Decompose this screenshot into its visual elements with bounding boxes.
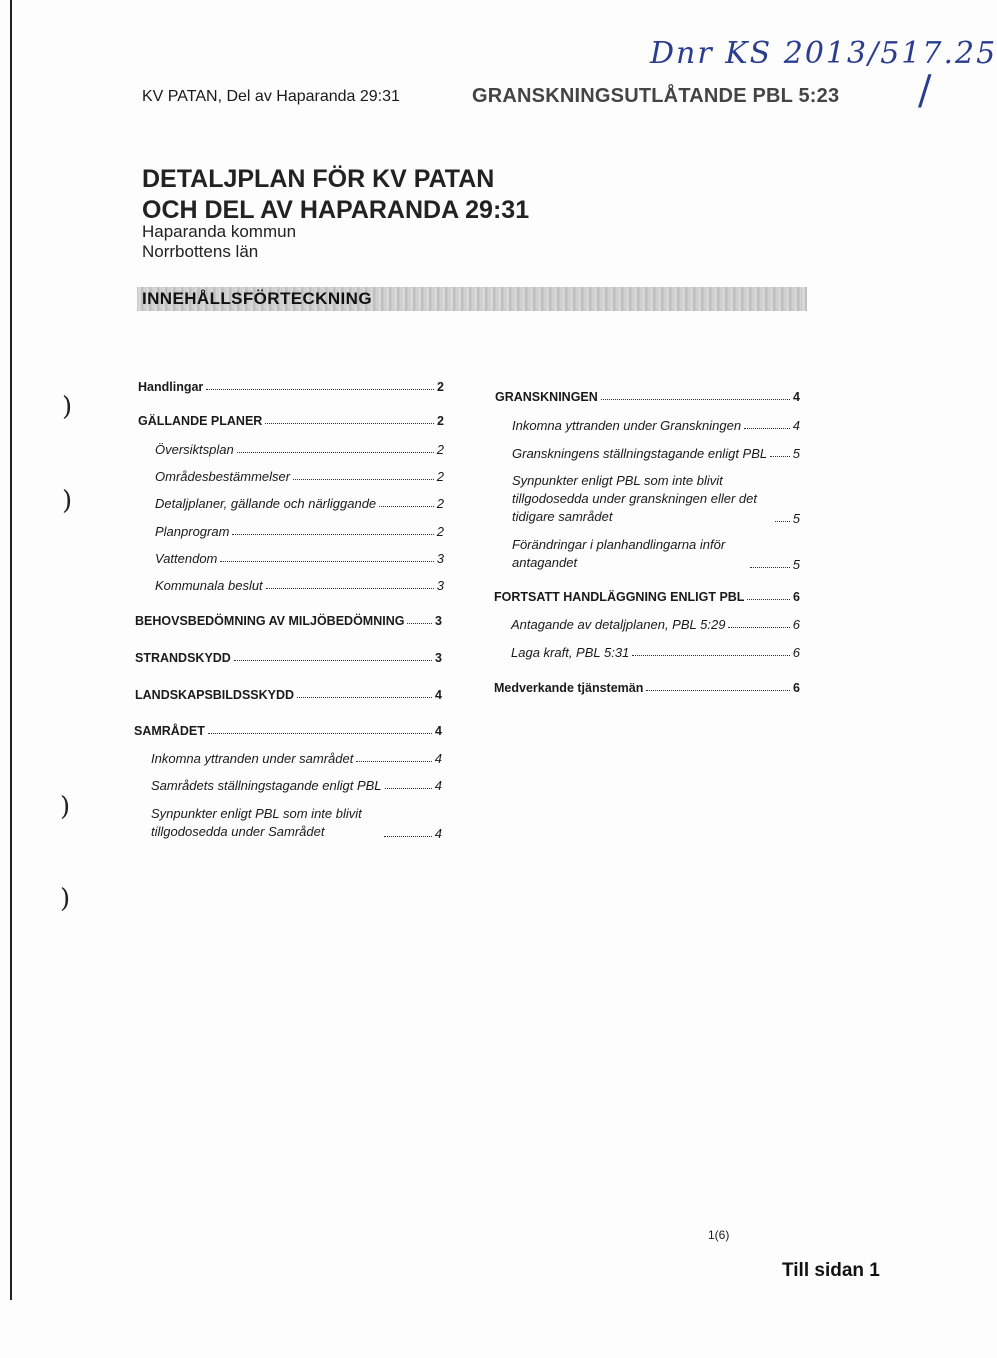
toc-entry[interactable]: Inkomna yttranden under samrådet 4 — [151, 751, 442, 766]
toc-entry[interactable]: Synpunkter enligt PBL som inte blivit tillgodosedda under Samrådet 4 — [151, 806, 442, 841]
toc-entry[interactable]: Översiktsplan 2 — [155, 442, 444, 457]
toc-entry[interactable]: Synpunkter enligt PBL som inte blivit tillgodosedda under granskningen eller det tidigare samrådet 5 — [512, 473, 800, 526]
toc-entry[interactable]: Detaljplaner, gällande och närliggande 2 — [155, 496, 444, 511]
toc-entry[interactable]: GRANSKNINGEN 4 — [495, 390, 800, 404]
toc-entry[interactable]: GÄLLANDE PLANER 2 — [138, 414, 444, 428]
margin-mark: ) — [60, 792, 71, 822]
header-project-name: KV PATAN, Del av Haparanda 29:31 — [142, 88, 400, 105]
county-name: Norrbottens län — [142, 242, 259, 261]
toc-entry[interactable]: Kommunala beslut 3 — [155, 578, 444, 593]
toc-entry[interactable]: Områdesbestämmelser 2 — [155, 469, 444, 484]
municipality-name: Haparanda kommun — [142, 222, 297, 241]
toc-entry[interactable]: SAMRÅDET 4 — [134, 724, 442, 738]
toc-entry[interactable]: Samrådets ställningstagande enligt PBL 4 — [151, 778, 442, 793]
toc-entry[interactable]: Antagande av detaljplanen, PBL 5:29 6 — [511, 617, 800, 632]
toc-heading: INNEHÅLLSFÖRTECKNING — [142, 289, 372, 308]
toc-entry[interactable]: STRANDSKYDD 3 — [135, 651, 442, 665]
toc-entry[interactable]: Vattendom 3 — [155, 551, 444, 566]
handwritten-slash-mark: / — [918, 68, 932, 114]
document-title — [142, 164, 529, 226]
document-title-line-2: OCH DEL AV HAPARANDA 29:31 — [142, 196, 530, 224]
handwritten-registration-number: Dnr KS 2013/517.25 — [650, 36, 997, 71]
margin-mark: ) — [62, 486, 73, 516]
toc-entry[interactable]: BEHOVSBEDÖMNING AV MILJÖBEDÖMNING 3 — [135, 614, 442, 628]
toc-entry[interactable]: FORTSATT HANDLÄGGNING ENLIGT PBL 6 — [494, 590, 800, 604]
toc-entry[interactable]: LANDSKAPSBILDSSKYDD 4 — [135, 688, 442, 702]
toc-entry[interactable]: Laga kraft, PBL 5:31 6 — [511, 645, 800, 660]
toc-entry[interactable]: Förändringar i planhandlingarna inför antagandet 5 — [512, 537, 800, 572]
toc-entry[interactable]: Planprogram 2 — [155, 524, 444, 539]
binding-margin-line — [10, 0, 12, 1300]
toc-entry[interactable]: Medverkande tjänstemän 6 — [494, 681, 800, 695]
margin-mark: ) — [60, 884, 71, 914]
toc-entry[interactable]: Handlingar 2 — [138, 380, 444, 394]
municipality-info — [142, 222, 296, 262]
header-document-type: GRANSKNINGSUTLÅTANDE PBL 5:23 — [472, 85, 840, 107]
toc-entry[interactable]: Granskningens ställningstagande enligt PBL 5 — [512, 446, 800, 461]
document-title-line-1: DETALJPLAN FÖR KV PATAN — [142, 165, 495, 193]
toc-entry[interactable]: Inkomna yttranden under Granskningen 4 — [512, 418, 800, 433]
footer-note: Till sidan 1 — [782, 1260, 880, 1281]
page-number: 1(6) — [708, 1228, 730, 1242]
margin-mark: ) — [62, 392, 73, 422]
